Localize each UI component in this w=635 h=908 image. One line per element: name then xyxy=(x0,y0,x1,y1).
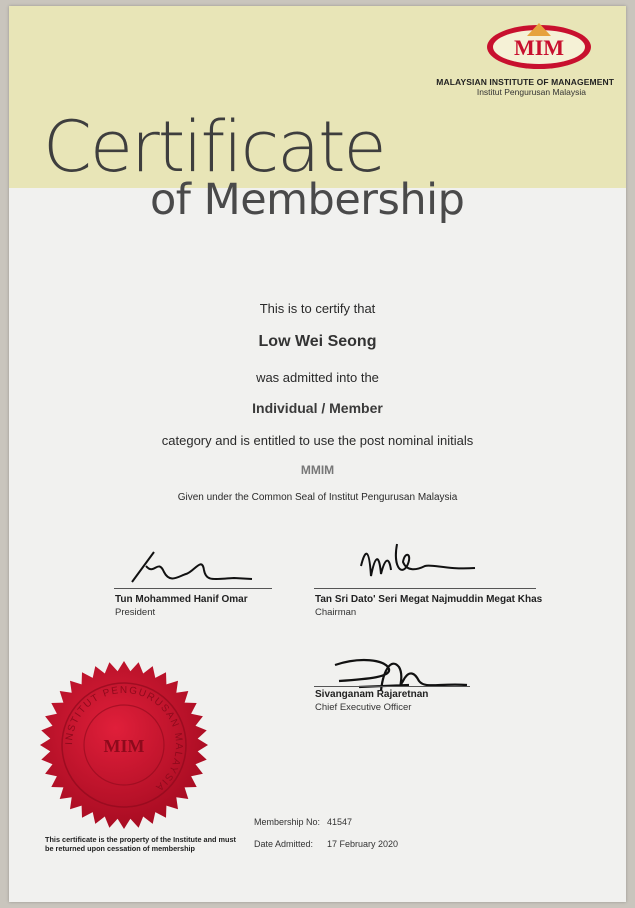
admitted-line: was admitted into the xyxy=(256,370,379,385)
ceo-title: Chief Executive Officer xyxy=(315,702,412,713)
institute-name-malay: Institut Pengurusan Malaysia xyxy=(476,87,586,97)
certificate-page xyxy=(9,6,626,902)
date-admitted: 17 February 2020 xyxy=(327,839,399,849)
signature-line-president xyxy=(114,588,272,589)
entitled-line: category and is entitled to use the post nominal initials xyxy=(161,433,474,448)
common-seal xyxy=(39,660,209,830)
certificate-title: Certificate xyxy=(43,106,385,188)
logo-text: MIM xyxy=(513,35,565,60)
member-name: Low Wei Seong xyxy=(258,333,377,350)
signature-president xyxy=(124,546,254,588)
president-name: Tun Mohammed Hanif Omar xyxy=(115,594,248,605)
certificate-subtitle: of Membership xyxy=(150,175,465,225)
chairman-name: Tan Sri Dato' Seri Megat Najmuddin Megat Khas xyxy=(315,594,543,605)
property-note: This certificate is the property of the Institute and must be returned upon cessation of membership xyxy=(45,835,236,853)
seal-ring-text: INSTITUT PENGURUSAN MALAYSIA xyxy=(63,684,185,794)
membership-category: Individual / Member xyxy=(252,400,383,416)
chairman-title: Chairman xyxy=(315,607,357,618)
signature-chairman xyxy=(357,536,477,588)
president-title: President xyxy=(115,607,156,618)
certify-line: This is to certify that xyxy=(259,301,376,316)
ceo-name: Sivanganam Rajaretnan xyxy=(315,689,429,700)
membership-no: 41547 xyxy=(327,817,353,827)
signature-line-ceo xyxy=(314,686,470,687)
signature-line-chairman xyxy=(314,588,536,589)
post-nominal-initials: MMIM xyxy=(300,463,335,477)
seal-center-text: MIM xyxy=(103,736,145,756)
membership-no-label: Membership No: xyxy=(254,817,321,827)
mim-logo xyxy=(485,20,593,72)
common-seal-line: Given under the Common Seal of Institut Pengurusan Malaysia xyxy=(177,492,458,503)
date-admitted-label: Date Admitted: xyxy=(254,839,314,849)
institute-name: MALAYSIAN INSTITUTE OF MANAGEMENT xyxy=(436,77,614,87)
